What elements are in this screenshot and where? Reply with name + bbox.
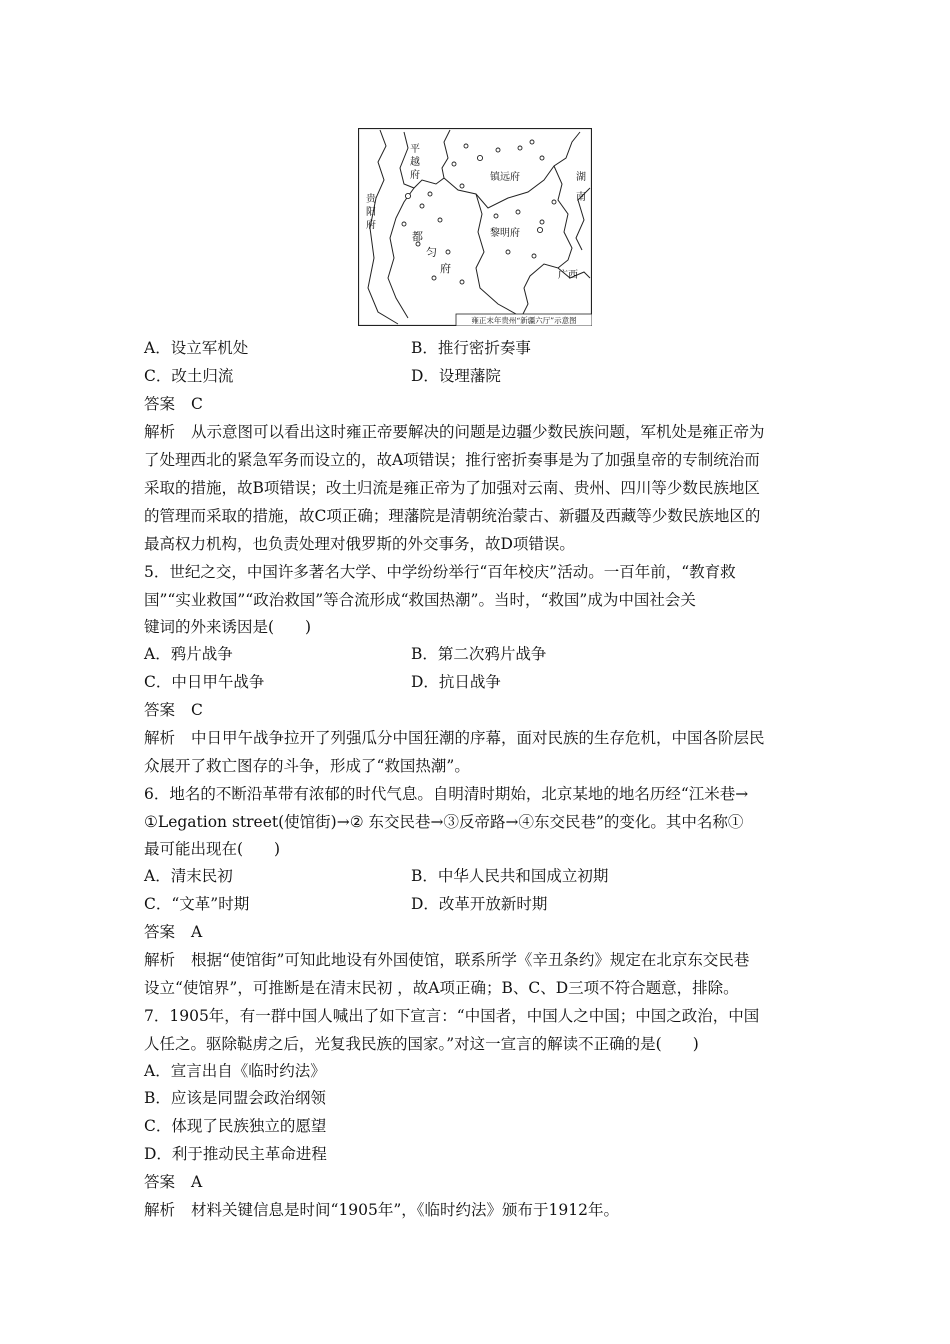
q6-option-b: B．中华人民共和国成立初期 xyxy=(411,867,609,885)
analysis-text: 根据“使馆街”可知此地设有外国使馆，联系所学《辛丑条约》规定在北京东交民巷 xyxy=(191,951,750,969)
q5-stem-line-3: 键词的外来诱因是( ) xyxy=(144,618,312,636)
q6-analysis-line-1 xyxy=(144,950,749,970)
label-hunan-2: 南 xyxy=(576,192,586,203)
q5-analysis-line-2: 众展开了救亡图存的斗争，形成了“救国热潮”。 xyxy=(144,757,470,775)
q4-option-d: D．设理藩院 xyxy=(411,367,501,385)
q7-option-a: A．宣言出自《临时约法》 xyxy=(144,1062,326,1080)
q5-analysis-line-1 xyxy=(144,728,765,748)
label-pingyue-2: 越 xyxy=(410,157,420,168)
answer-label: 答案 xyxy=(144,701,176,719)
answer-value: A xyxy=(191,923,203,941)
map-caption: 雍正末年贵州“新疆六厅”示意图 xyxy=(471,316,577,325)
q7-stem-line-1: 7．1905年，有一群中国人喊出了如下宣言：“中国者，中国人之中国；中国之政治，中国 xyxy=(144,1007,760,1025)
analysis-label: 解析 xyxy=(144,951,176,969)
q5-option-b: B．第二次鸦片战争 xyxy=(411,645,547,663)
q7-option-b: B．应该是同盟会政治纲领 xyxy=(144,1089,326,1107)
q4-option-b: B．推行密折奏事 xyxy=(411,339,531,357)
q5-option-d: D．抗日战争 xyxy=(411,673,501,691)
q7-option-d: D．利于推动民主革命进程 xyxy=(144,1145,327,1163)
q7-stem-line-2: 人任之。驱除鞑虏之后，光复我民族的国家。”对这一宣言的解读不正确的是( ) xyxy=(144,1035,699,1053)
q5-stem-line-2: 国”“实业救国”“政治救国”等合流形成“救国热潮”。当时，“救国”成为中国社会关 xyxy=(144,591,696,609)
answer-value: C xyxy=(191,701,203,719)
q4-option-a: A．设立军机处 xyxy=(144,339,249,357)
q4-answer xyxy=(144,394,203,414)
label-duyun-2: 匀 xyxy=(426,246,437,259)
analysis-label: 解析 xyxy=(144,423,176,441)
q6-analysis-line-2: 设立“使馆界”，可推断是在清末民初 ，故A项正确；B、C、D三项不符合题意，排除。 xyxy=(144,979,739,997)
q6-stem-line-2: ①Legation street(使馆街)→② 东交民巷→③反帝路→④东交民巷”的变化。其中名称① xyxy=(144,813,744,831)
guizhou-map-figure xyxy=(358,128,592,326)
label-guangxi: 广西 xyxy=(558,270,578,281)
analysis-label: 解析 xyxy=(144,729,176,747)
label-guiyang-2: 阳 xyxy=(366,207,376,218)
answer-value: A xyxy=(191,1173,203,1191)
q4-analysis-line-2: 了处理西北的紧急军务而设立的，故A项错误；推行密折奏事是为了加强皇帝的专制统治而 xyxy=(144,451,760,469)
q6-stem-line-1: 6．地名的不断沿革带有浓郁的时代气息。自明清时期始，北京某地的地名历经“江米巷→ xyxy=(144,785,749,803)
q7-answer xyxy=(144,1172,202,1192)
analysis-text: 中日甲午战争拉开了列强瓜分中国狂潮的序幕，面对民族的生存危机，中国各阶层民 xyxy=(191,729,765,747)
analysis-text: 材料关键信息是时间“1905年”，《临时约法》颁布于1912年。 xyxy=(191,1201,620,1219)
q4-analysis-line-5: 最高权力机构，也负责处理对俄罗斯的外交事务，故D项错误。 xyxy=(144,535,575,553)
q5-option-a: A．鸦片战争 xyxy=(144,645,233,663)
q6-option-d: D．改革开放新时期 xyxy=(411,895,548,913)
label-hunan-1: 湖 xyxy=(576,172,586,183)
q4-analysis-line-4: 的管理而采取的措施，故C项正确；理藩院是清朝统治蒙古、新疆及西藏等少数民族地区的 xyxy=(144,507,761,525)
q7-option-c: C．体现了民族独立的愿望 xyxy=(144,1117,327,1135)
q5-stem-line-1: 5．世纪之交，中国许多著名大学、中学纷纷举行“百年校庆”活动。一百年前，“教育救 xyxy=(144,563,736,581)
label-duyun-3: 府 xyxy=(440,262,451,275)
label-duyun-1: 都 xyxy=(412,230,423,243)
q4-analysis-line-1 xyxy=(144,422,765,442)
q6-option-c: C．“文革”时期 xyxy=(144,895,250,913)
answer-label: 答案 xyxy=(144,395,176,413)
answer-label: 答案 xyxy=(144,923,176,941)
q6-stem-line-3: 最可能出现在( ) xyxy=(144,840,281,858)
q4-option-c: C．改土归流 xyxy=(144,367,234,385)
q6-option-a: A．清末民初 xyxy=(144,867,233,885)
label-pingyue-1: 平 xyxy=(410,144,420,155)
answer-value: C xyxy=(191,395,203,413)
q7-analysis-line-1 xyxy=(144,1200,619,1220)
q5-answer xyxy=(144,700,203,720)
label-pingyue-3: 府 xyxy=(410,170,420,181)
analysis-text: 从示意图可以看出这时雍正帝要解决的问题是边疆少数民族问题，军机处是雍正帝为 xyxy=(191,423,765,441)
q5-option-c: C．中日甲午战争 xyxy=(144,673,265,691)
label-zhenyuan: 镇远府 xyxy=(490,172,520,183)
analysis-label: 解析 xyxy=(144,1201,176,1219)
answer-label: 答案 xyxy=(144,1173,176,1191)
label-guiyang-1: 贵 xyxy=(366,194,376,205)
label-liming: 黎明府 xyxy=(490,228,520,239)
q4-analysis-line-3: 采取的措施，故B项错误；改土归流是雍正帝为了加强对云南、贵州、四川等少数民族地区 xyxy=(144,479,760,497)
q6-answer xyxy=(144,922,202,942)
label-guiyang-3: 府 xyxy=(366,220,376,231)
